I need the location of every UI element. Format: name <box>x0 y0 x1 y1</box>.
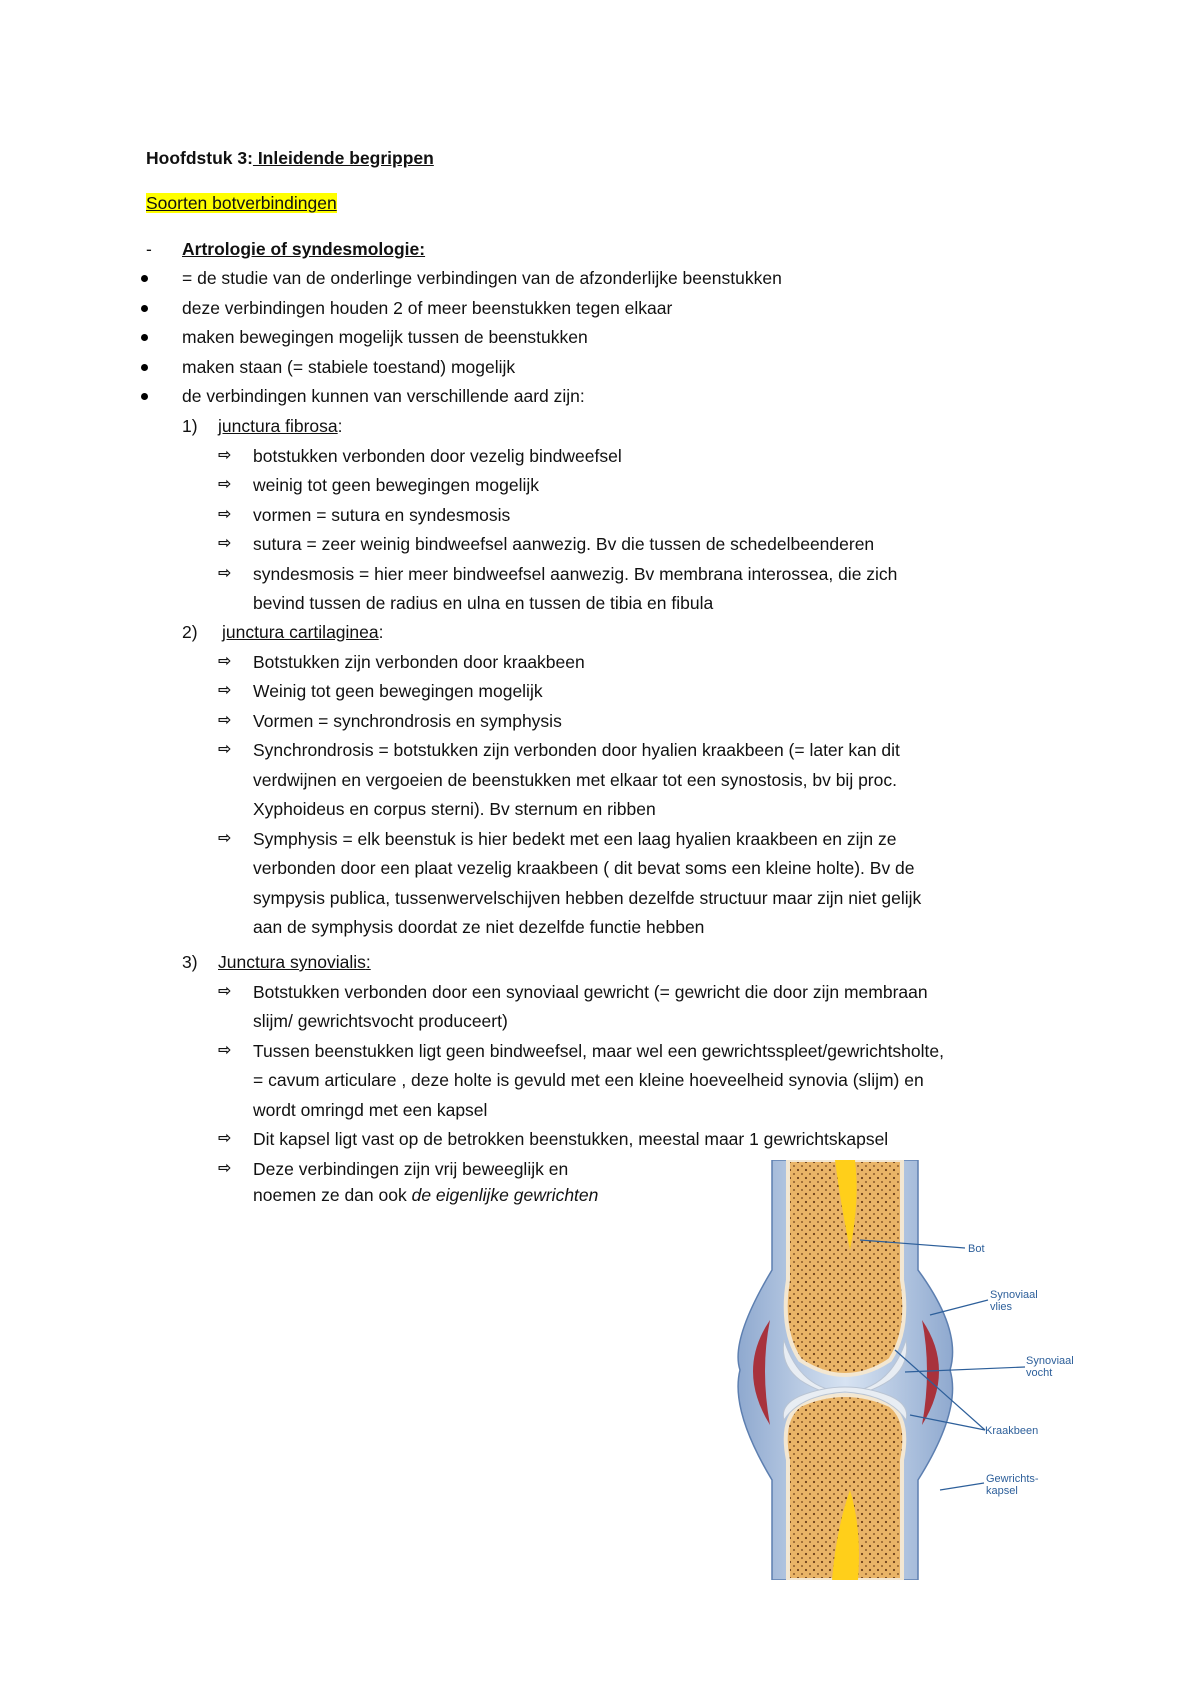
type-title-text: junctura fibrosa <box>218 416 338 436</box>
label-synoviaal-vocht-2: vocht <box>1026 1367 1053 1379</box>
chapter-prefix: Hoofdstuk 3: <box>146 148 253 168</box>
arrow-item-text: Weinig tot geen bewegingen mogelijk <box>253 681 543 701</box>
label-gewrichtskapsel-2: kapsel <box>986 1485 1018 1497</box>
section-title: Soorten botverbindingen <box>146 193 337 213</box>
type-title-colon: : <box>365 952 371 972</box>
gewrichtskapsel-leader <box>940 1483 984 1490</box>
arrow-item-text: verbonden door een plaat vezelig kraakbeen ( dit bevat soms een kleine holte). Bv de <box>253 858 915 878</box>
chapter-title: Inleidende begrippen <box>252 148 434 168</box>
label-bot: Bot <box>968 1243 985 1255</box>
arrow-icon: ⇨ <box>218 711 232 729</box>
label-gewrichtskapsel-1: Gewrichts- <box>986 1473 1039 1485</box>
type-number: 3) <box>182 952 198 972</box>
bullet-text: = de studie van de onderlinge verbindingen van de afzonderlijke beenstukken <box>182 268 782 288</box>
type-title-text: Junctura synovialis <box>218 952 366 972</box>
dash-marker: - <box>146 239 152 259</box>
type-title <box>218 415 343 437</box>
arrow-item-text: Synchrondrosis = botstukken zijn verbonden door hyalien kraakbeen (= later kan dit <box>253 740 900 760</box>
arrow-item-text: = cavum articulare , deze holte is gevuld met een kleine hoeveelheid synovia (slijm) en <box>253 1070 924 1090</box>
joint-illustration <box>700 1160 1100 1580</box>
arrow-icon: ⇨ <box>218 1159 232 1177</box>
label-synoviaal-vlies-2: vlies <box>990 1301 1013 1313</box>
arrow-item-text: botstukken verbonden door vezelig bindweefsel <box>253 445 622 466</box>
arrow-item-text: wordt omringd met een kapsel <box>253 1099 488 1120</box>
last-line <box>253 1184 598 1206</box>
bullet-dot <box>141 275 148 282</box>
arrow-item-text: slijm/ gewrichtsvocht produceert) <box>253 1011 508 1031</box>
arrow-icon: ⇨ <box>218 505 232 523</box>
bullet-text: maken bewegingen mogelijk tussen de beenstukken <box>182 327 588 347</box>
bullet-text: maken staan (= stabiele toestand) mogelijk <box>182 356 516 377</box>
last-line-italic: de eigenlijke gewrichten <box>411 1185 599 1205</box>
arrow-item-text: syndesmosis = hier meer bindweefsel aanwezig. Bv membrana interossea, die zich <box>253 563 898 584</box>
arrow-item-text: Botstukken zijn verbonden door kraakbeen <box>253 651 585 672</box>
arrow-item-text: Botstukken verbonden door een synoviaal gewricht (= gewricht die door zijn membraan <box>253 981 928 1002</box>
arrow-icon: ⇨ <box>218 446 232 464</box>
last-line-prefix: noemen ze dan ook <box>253 1185 412 1205</box>
arrow-icon: ⇨ <box>218 682 232 699</box>
arrow-item-text: Deze verbindingen zijn vrij beweeglijk en <box>253 1158 569 1179</box>
arrow-icon: ⇨ <box>218 1130 232 1147</box>
arrow-item-text: sympysis publica, tussenwervelschijven hebben dezelfde structuur maar zijn niet gelijk <box>253 887 922 908</box>
bullet-dot <box>141 334 148 341</box>
arrow-item-text: Vormen = synchrondrosis en symphysis <box>253 710 562 731</box>
label-synoviaal-vlies-1: Synoviaal <box>990 1289 1038 1301</box>
chapter-heading <box>146 147 434 169</box>
arrow-item-text: verdwijnen en vergoeien de beenstukken met elkaar tot een synostosis, bv bij proc. <box>253 769 897 790</box>
arrow-icon: ⇨ <box>218 652 232 670</box>
type-number: 1) <box>182 416 198 436</box>
arrow-icon: ⇨ <box>218 1041 232 1059</box>
arrow-item-text: Xyphoideus en corpus sterni). Bv sternum en ribben <box>253 799 656 819</box>
arrow-item-text: weinig tot geen bewegingen mogelijk <box>253 475 540 495</box>
section-heading <box>146 192 337 214</box>
arrow-item-text: Symphysis = elk beenstuk is hier bedekt met een laag hyalien kraakbeen en zijn ze <box>253 828 897 849</box>
type-title-text: junctura cartilaginea <box>222 622 379 642</box>
artrologie-heading: Artrologie of syndesmologie: <box>182 239 426 259</box>
type-title <box>222 621 384 643</box>
arrow-item-text: vormen = sutura en syndesmosis <box>253 504 511 525</box>
type-title-colon: : <box>378 622 384 642</box>
arrow-item-text: Tussen beenstukken ligt geen bindweefsel, maar wel een gewrichtsspleet/gewrichtsholte, <box>253 1040 944 1061</box>
label-kraakbeen: Kraakbeen <box>985 1425 1039 1437</box>
arrow-item-text: sutura = zeer weinig bindweefsel aanwezig. Bv die tussen de schedelbeenderen <box>253 534 875 554</box>
arrow-icon: ⇨ <box>218 564 232 582</box>
bullet-dot <box>141 364 148 371</box>
bullet-dot <box>141 305 148 312</box>
type-number: 2) <box>182 622 198 642</box>
arrow-icon: ⇨ <box>218 982 232 1000</box>
arrow-icon: ⇨ <box>218 741 232 758</box>
arrow-icon: ⇨ <box>218 476 232 493</box>
arrow-item-text: bevind tussen de radius en ulna en tussen de tibia en fibula <box>253 593 714 613</box>
arrow-icon: ⇨ <box>218 829 232 847</box>
bullet-text: deze verbindingen houden 2 of meer beenstukken tegen elkaar <box>182 297 673 318</box>
bullet-dot <box>141 393 148 400</box>
bullet-text: de verbindingen kunnen van verschillende aard zijn: <box>182 386 585 406</box>
type-title-colon: : <box>337 416 343 436</box>
label-synoviaal-vocht-1: Synoviaal <box>1026 1355 1074 1367</box>
arrow-item-text: aan de symphysis doordat ze niet dezelfde functie hebben <box>253 917 705 937</box>
type-title <box>218 951 371 973</box>
arrow-item-text: Dit kapsel ligt vast op de betrokken beenstukken, meestal maar 1 gewrichtskapsel <box>253 1129 889 1149</box>
arrow-icon: ⇨ <box>218 535 232 552</box>
